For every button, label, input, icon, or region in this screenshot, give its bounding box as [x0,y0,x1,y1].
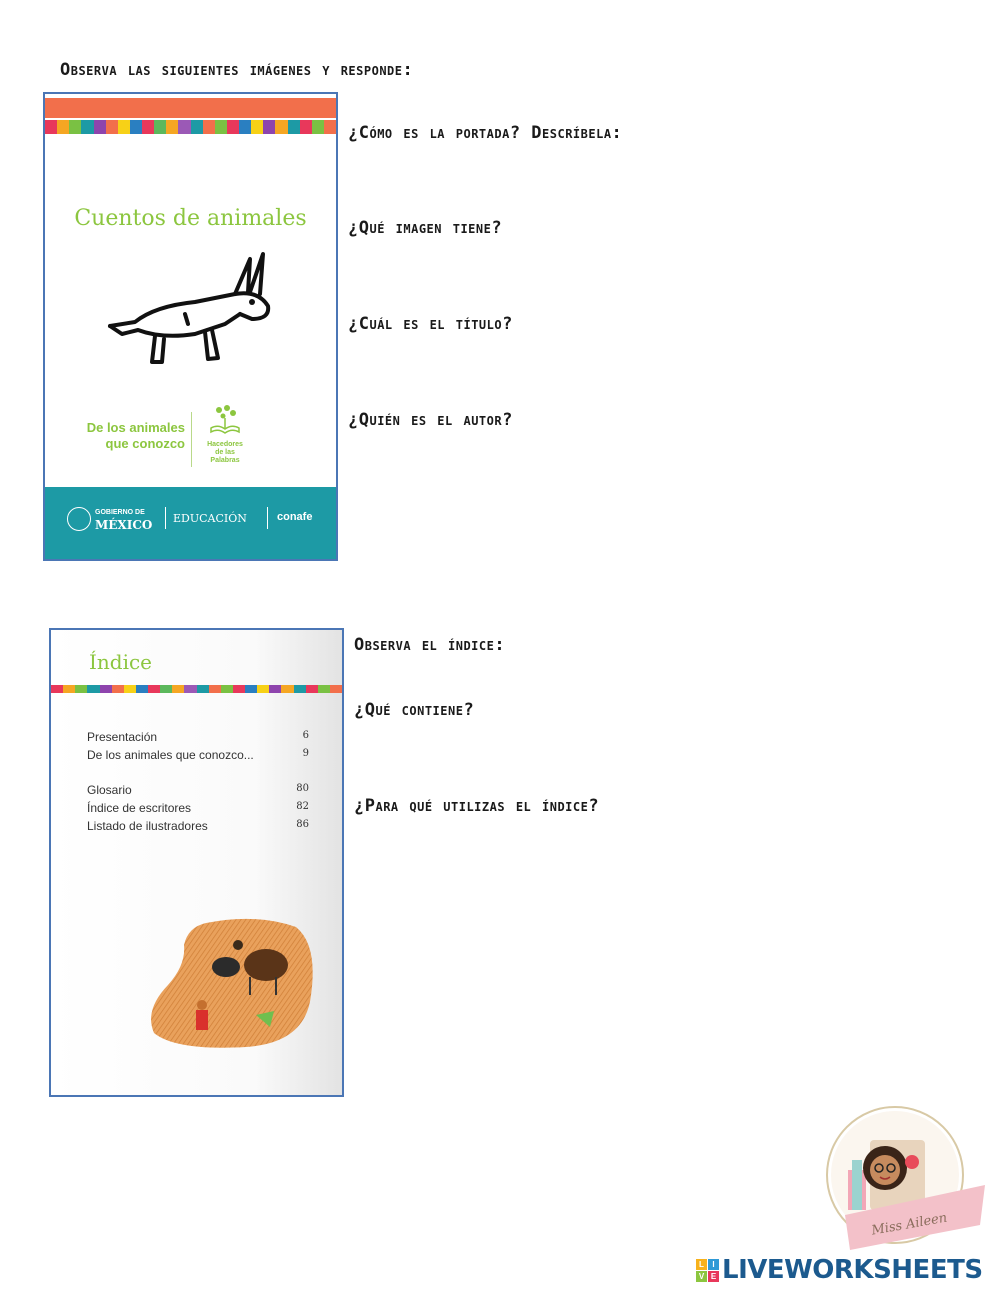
cover-subtitle-line2: que conozco [105,436,185,451]
stripe-segment [100,685,112,693]
stripe-segment [191,120,203,134]
hacedores-logo [195,404,255,465]
book-cover-image [43,92,338,561]
stripe-segment [318,685,330,693]
index-entry [87,730,309,744]
question-index-purpose: ¿Para qué utilizas el índice? [354,796,600,816]
stripe-segment [184,685,196,693]
stripe-segment [118,120,130,134]
question-cover-image: ¿Qué imagen tiene? [348,218,503,238]
liveworksheets-logo [696,1255,983,1285]
index-entry [87,801,309,815]
stripe-segment [197,685,209,693]
logo-letter-i: I [708,1259,719,1270]
index-entry-page: 82 [296,801,309,812]
stripe-segment [142,120,154,134]
stripe-segment [136,685,148,693]
donkey-drawing [100,244,280,374]
stripe-segment [263,120,275,134]
stripe-segment [275,120,287,134]
stripe-segment [57,120,69,134]
stripe-segment [312,120,324,134]
stripe-segment [148,685,160,693]
stripe-segment [227,120,239,134]
stripe-segment [209,685,221,693]
index-color-stripes [51,685,342,693]
logo-letter-l: L [696,1259,707,1270]
stripe-segment [172,685,184,693]
cover-footer [45,487,336,559]
stripe-segment [215,120,227,134]
liveworksheets-logo-icon [696,1259,719,1282]
book-tree-icon [205,404,245,436]
cover-subtitle-line1: De los animales [86,420,185,435]
instruction-text: Observa las siguientes imágenes y responde: [60,60,414,80]
footer-divider [165,507,166,529]
stripe-segment [203,120,215,134]
index-entry-page: 6 [302,730,309,741]
logo-letter-e: E [708,1271,719,1282]
stripe-segment [87,685,99,693]
stripe-segment [75,685,87,693]
question-index-contents: ¿Qué contiene? [354,700,475,720]
stripe-segment [63,685,75,693]
stripe-segment [330,685,342,693]
child-drawing-illustration [146,915,321,1050]
logo-text-3: Palabras [210,457,240,464]
gobierno-label: GOBIERNO DE [95,509,145,516]
stripe-segment [245,685,257,693]
question-cover-title: ¿Cuál es el título? [348,314,513,334]
stripe-segment [81,120,93,134]
stripe-segment [233,685,245,693]
badge-signature: Miss Aileen [870,1210,949,1239]
index-title: Índice [89,650,153,674]
stripe-segment [112,685,124,693]
cover-divider [191,412,192,467]
stripe-segment [239,120,251,134]
teacher-avatar-badge [800,1100,990,1260]
index-entry-label: Glosario [87,783,132,797]
stripe-segment [269,685,281,693]
book-index-image [49,628,344,1097]
question-cover-author: ¿Quién es el autor? [348,410,513,430]
index-entry-page: 9 [302,748,309,759]
stripe-segment [281,685,293,693]
cover-title: Cuentos de animales [74,206,307,231]
index-entry [87,819,309,833]
index-entry-label: Presentación [87,730,158,744]
stripe-segment [288,120,300,134]
stripe-segment [178,120,190,134]
footer-divider [267,507,268,529]
question-cover-describe: ¿Cómo es la portada? Descríbela: [348,123,623,143]
educacion-label: EDUCACIÓN [173,512,247,525]
cover-subtitle [65,420,185,452]
cover-color-stripes [45,120,336,134]
stripe-segment [154,120,166,134]
government-seal-icon [67,507,91,531]
stripe-segment [221,685,233,693]
stripe-segment [130,120,142,134]
logo-letter-v: V [696,1271,707,1282]
stripe-segment [251,120,263,134]
stripe-segment [300,120,312,134]
index-observe-text: Observa el índice: [354,635,506,655]
index-entry-label: De los animales que conozco... [87,748,254,762]
stripe-segment [306,685,318,693]
index-entry-label: Listado de ilustradores [87,819,208,833]
stripe-segment [45,120,57,134]
stripe-segment [51,685,63,693]
stripe-segment [69,120,81,134]
index-entry [87,783,309,797]
stripe-segment [257,685,269,693]
index-entry-page: 80 [296,783,309,794]
stripe-segment [166,120,178,134]
logo-text-2: de las [215,449,235,456]
stripe-segment [94,120,106,134]
index-entry-page: 86 [296,819,309,830]
stripe-segment [106,120,118,134]
stripe-segment [160,685,172,693]
conafe-logo: conafe [277,511,313,523]
index-entry [87,748,309,762]
stripe-segment [324,120,336,134]
cover-top-band [45,98,336,118]
stripe-segment [124,685,136,693]
stripe-segment [294,685,306,693]
mexico-label: MÉXICO [95,518,153,532]
index-entry-label: Índice de escritores [87,801,192,815]
liveworksheets-wordmark: LIVEWORKSHEETS [722,1255,983,1285]
logo-text-1: Hacedores [207,441,243,448]
